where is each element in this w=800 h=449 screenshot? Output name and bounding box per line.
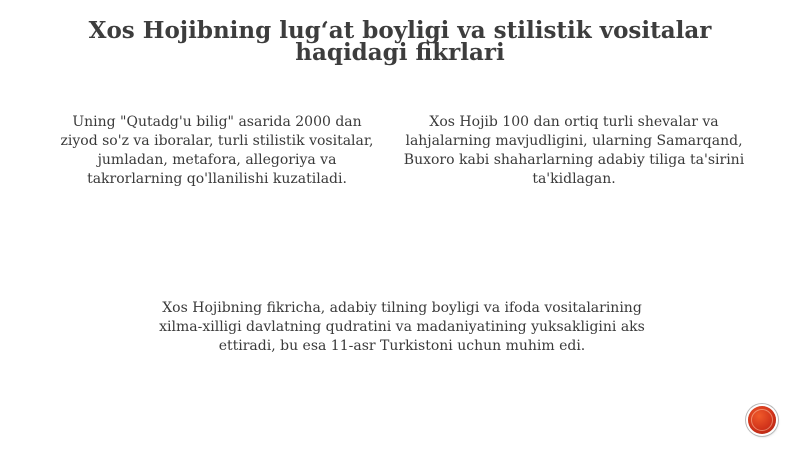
paragraph-left: Uning "Qutadg'u bilig" asarida 2000 dan ziyod so'z va iboralar, turli stilistik vositalar, jumladan, metafora, allegoriya va takrorlarning qo'llanilishi kuzatiladi. xyxy=(60,114,374,187)
red-circle-button-icon[interactable] xyxy=(748,406,776,434)
nav-button-ring xyxy=(751,409,773,431)
slide-title: Xos Hojibning lug‘at boyligi va stilistik vositalar haqidagi fikrlari xyxy=(88,17,712,66)
paragraph-right: Xos Hojib 100 dan ortiq turli shevalar va lahjalarning mavjudligini, ularning Samarqand, Buxoro kabi shaharlarning adabiy tiliga ta'sirini ta'kidlagan. xyxy=(403,114,745,187)
paragraph-bottom: Xos Hojibning fikricha, adabiy tilning boyligi va ifoda vositalarining xilma-xilligi davlatning qudratini va madaniyatining yuksakligini aks ettiradi, bu esa 11-asr Turkistoni uchun muhim edi. xyxy=(159,300,645,354)
